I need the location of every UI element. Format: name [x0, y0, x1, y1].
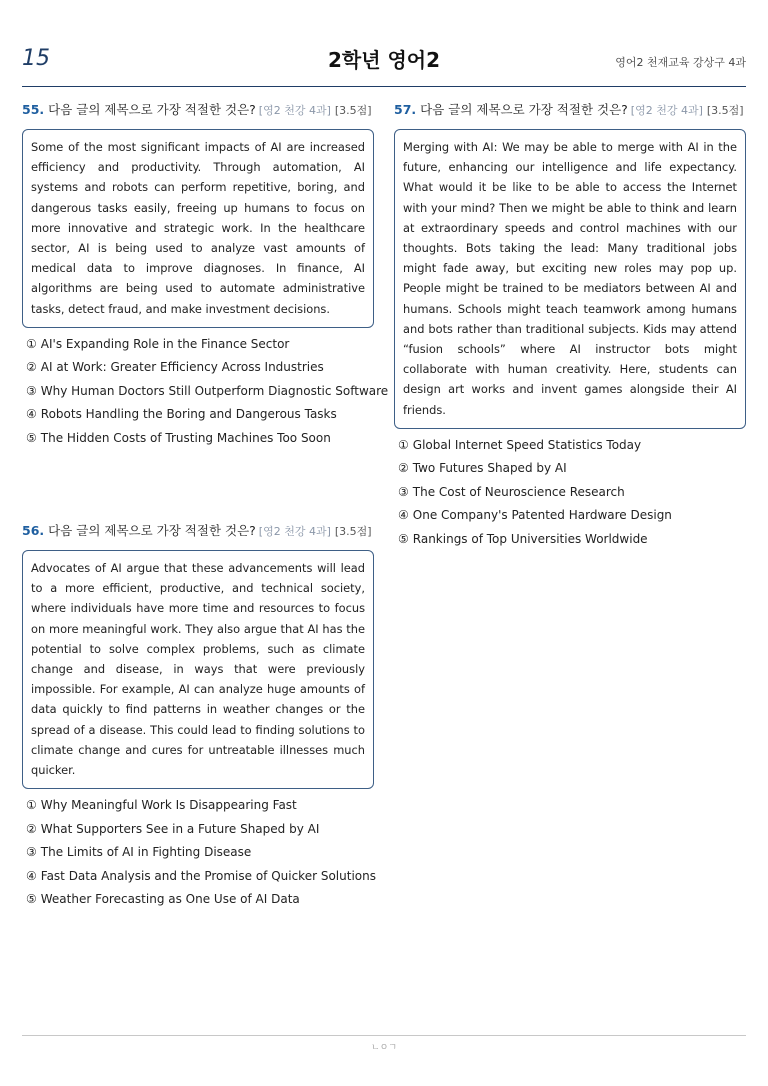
- question-points: [3.5점]: [334, 104, 372, 117]
- option-text: AI at Work: Greater Efficiency Across Industries: [40, 360, 324, 375]
- option-mark: ④: [26, 407, 37, 422]
- option-mark: ①: [26, 336, 37, 351]
- question-header: [22, 101, 374, 120]
- option-text: The Limits of AI in Fighting Disease: [40, 845, 252, 860]
- option-text: Why Human Doctors Still Outperform Diagnostic Software: [40, 383, 389, 398]
- page-subtitle: 영어2 천재교육 강상구 4과: [615, 56, 746, 69]
- answer-option[interactable]: [22, 794, 374, 818]
- option-text: Two Futures Shaped by AI: [412, 461, 567, 476]
- option-mark: ④: [398, 508, 409, 523]
- answer-option[interactable]: [22, 818, 374, 842]
- answer-option[interactable]: [394, 528, 746, 552]
- page-footer: ㄴㅇㄱ: [370, 1043, 398, 1053]
- answer-option[interactable]: [394, 434, 746, 458]
- question-points: [3.5점]: [334, 525, 372, 538]
- question-number: 57.: [394, 102, 417, 117]
- option-mark: ③: [26, 383, 37, 398]
- option-text: Weather Forecasting as One Use of AI Data: [40, 892, 300, 907]
- option-text: Why Meaningful Work Is Disappearing Fast: [40, 798, 297, 813]
- option-text: Global Internet Speed Statistics Today: [412, 437, 642, 452]
- question-source: [영2 천강 4과]: [258, 525, 331, 538]
- page-header: [22, 40, 746, 84]
- option-mark: ②: [26, 360, 37, 375]
- option-text: Robots Handling the Boring and Dangerous Tasks: [40, 407, 337, 422]
- answer-option[interactable]: [22, 888, 374, 912]
- answer-option[interactable]: [22, 380, 389, 404]
- page-title: 2학년 영어2: [327, 48, 441, 72]
- question-header: [394, 101, 746, 120]
- option-text: AI's Expanding Role in the Finance Sector: [40, 336, 290, 351]
- answer-option[interactable]: [22, 356, 374, 380]
- option-mark: ③: [26, 845, 37, 860]
- page-number: 15: [22, 46, 50, 71]
- question-number: 56.: [22, 523, 45, 538]
- question-56: [22, 522, 374, 912]
- answer-option[interactable]: [22, 427, 374, 451]
- option-mark: ⑤: [26, 430, 37, 445]
- option-mark: ①: [398, 437, 409, 452]
- question-prompt: 다음 글의 제목으로 가장 적절한 것은?: [48, 523, 256, 538]
- answer-options: [22, 333, 389, 451]
- question-points: [3.5점]: [706, 104, 744, 117]
- answer-option[interactable]: [22, 403, 374, 427]
- passage-box: Some of the most significant impacts of AI are increased efficiency and productivity. Through automation, AI systems and robots can perform repetitive, boring, and dangerous tasks easily, freeing up humans to focus on more innovative and strategic work. In the healthcare sector, AI is being used to analyze vast amounts of medical data to improve diagnoses. In finance, AI algorithms are being used to automate administrative tasks, detect fraud, and make investment decisions.: [22, 129, 374, 328]
- option-text: The Cost of Neuroscience Research: [412, 484, 625, 499]
- option-mark: ③: [398, 484, 409, 499]
- option-mark: ⑤: [398, 531, 409, 546]
- question-number: 55.: [22, 102, 45, 117]
- option-mark: ①: [26, 798, 37, 813]
- answer-options: [394, 434, 746, 552]
- answer-option[interactable]: [22, 865, 374, 889]
- option-text: Rankings of Top Universities Worldwide: [412, 531, 648, 546]
- footer-divider: [22, 1035, 746, 1036]
- answer-option[interactable]: [394, 457, 746, 481]
- option-mark: ⑤: [26, 892, 37, 907]
- option-mark: ②: [398, 461, 409, 476]
- answer-option[interactable]: [394, 481, 746, 505]
- option-mark: ②: [26, 821, 37, 836]
- option-mark: ④: [26, 868, 37, 883]
- question-prompt: 다음 글의 제목으로 가장 적절한 것은?: [420, 102, 628, 117]
- passage-box: Advocates of AI argue that these advancements will lead to a more efficient, productive, and technical society, where individuals have more time and resources to focus on more meaningful work. They also argue that AI has the potential to solve complex problems, such as climate change and disease, in ways that were previously impossible. For example, AI can analyze huge amounts of data quickly to find patterns in weather changes or the spread of a disease. This could lead to finding solutions to climate change and cures for untreatable illnesses much quicker.: [22, 550, 374, 789]
- option-text: One Company's Patented Hardware Design: [412, 508, 672, 523]
- option-text: Fast Data Analysis and the Promise of Quicker Solutions: [40, 868, 376, 883]
- passage-box: Merging with AI: We may be able to merge with AI in the future, enhancing our intelligence and life expectancy. What would it be like to be able to access the Internet with your mind? Then we might be able to think and learn at extraordinary speeds and control machines with our thoughts. Bots taking the lead: Many traditional jobs might fade away, but exciting new roles may pop up. People might be trained to be mediators between AI and humans. Schools might teach teamwork among humans and bots rather than traditional subjects. Kids may attend “fusion schools” where AI instructor bots might collaborate with human creativity. Here, students can design art works and invent games alongside their AI friends.: [394, 129, 746, 429]
- question-57: [394, 101, 746, 551]
- answer-options: [22, 794, 374, 912]
- answer-option[interactable]: [394, 504, 746, 528]
- answer-option[interactable]: [22, 841, 374, 865]
- question-prompt: 다음 글의 제목으로 가장 적절한 것은?: [48, 102, 256, 117]
- question-source: [영2 천강 4과]: [630, 104, 703, 117]
- question-header: [22, 522, 374, 541]
- question-55: [22, 101, 389, 450]
- question-source: [영2 천강 4과]: [258, 104, 331, 117]
- header-divider: [22, 86, 746, 87]
- answer-option[interactable]: [22, 333, 374, 357]
- option-text: What Supporters See in a Future Shaped by AI: [40, 821, 320, 836]
- option-text: The Hidden Costs of Trusting Machines Too Soon: [40, 430, 331, 445]
